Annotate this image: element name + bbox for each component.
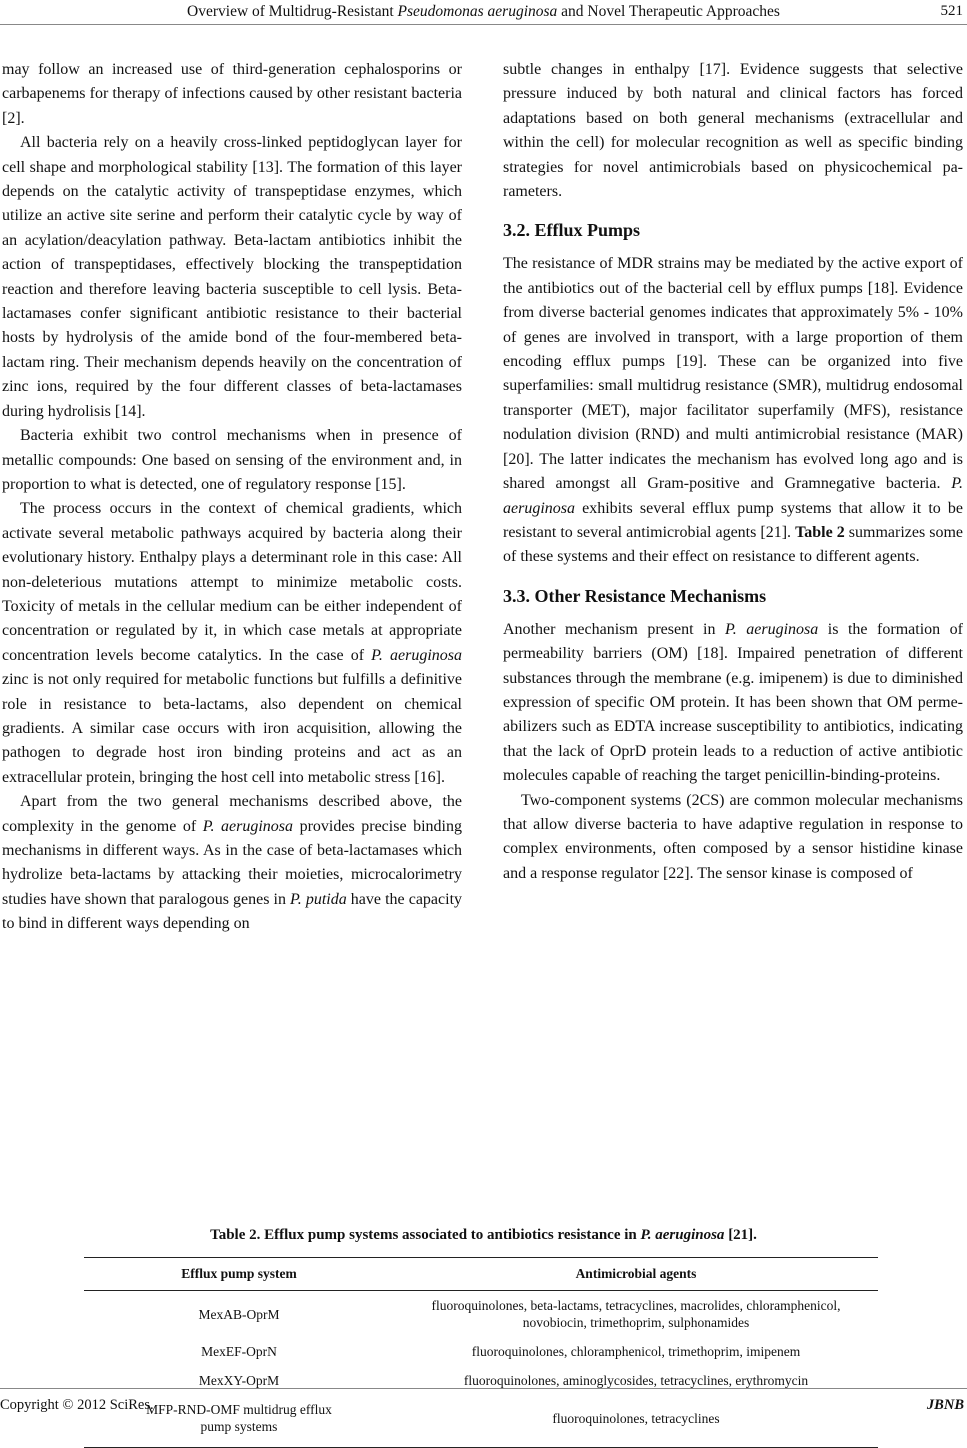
column-header-agents: Antimicrobial agents <box>394 1258 878 1291</box>
cell-line: fluoroquinolones, beta-lactams, tetracyclines, macrolides, chloramphenicol, <box>431 1298 841 1313</box>
running-title-text: Overview of Multidrug-Resistant <box>187 3 398 20</box>
paragraph <box>2 790 462 936</box>
running-title-species: Pseudomonas aeruginosa <box>397 3 558 20</box>
paragraph: may follow an increased use of third-generation cephalosporins or carbapenems for therapy of infections caused by other resistant bacteria [2]. <box>2 61 462 127</box>
table-cell-agents: fluoroquinolones, aminoglycosides, tetracyclines, erythromycin <box>463 1373 809 1388</box>
text: The resistance of MDR strains may be mediated by the active export of the antibiotics out of the bacterial cell by efflux pumps [18]. Evidence from diverse bacterial genomes indicates that approximately 5% - 10% of genes are involved in transport, with a large proportion of them encoding efflux pumps [19]. These can be organized into five superfamilies: small multidrug resistance (SMR), multidrug endosomal transporter (MET), major facilitator superfamily (MFS), resistance nodulation division (RND) and multi antimicrobial resistance (MAR) [20]. The latter indicates the mechanism has evolved long ago and is shared amongst all Gram-positive and Gramnegative bacteria. <box>503 255 963 493</box>
species-name: P. aeruginosa <box>371 646 462 664</box>
table-caption <box>0 1227 967 1244</box>
efflux-pump-table <box>84 1257 878 1448</box>
running-title <box>0 3 967 21</box>
paragraph: Two-component systems (2CS) are common molecular mechanisms that allow diverse bacteria to have adaptive regulation in response to complex environments, often composed by a sensor histidine kinase and a response regulator [22]. The sensor kinase is composed of <box>503 791 963 882</box>
table-reference: Table 2 <box>795 523 845 541</box>
text: Another mechanism present in <box>503 620 726 638</box>
left-column <box>2 58 462 937</box>
cell-line: novobiocin, trimethoprim, sulphonamides <box>522 1315 750 1330</box>
table-cell-agents: fluoroquinolones, tetracyclines <box>394 1395 878 1448</box>
page-number: 521 <box>940 3 963 19</box>
page-footer <box>0 1388 967 1413</box>
caption-text: Table 2. Efflux pump systems associated to antibiotics resistance in <box>210 1227 641 1243</box>
species-name: P. aeruginosa <box>725 620 819 638</box>
page-header <box>0 0 967 25</box>
running-title-text-end: and Novel Therapeutic Approaches <box>557 3 780 20</box>
section-heading-other-mechanisms: 3.3. Other Resistance Mechanisms <box>503 585 767 606</box>
species-name: P. putida <box>290 890 347 908</box>
paragraph <box>503 618 963 789</box>
species-name: P. aeruginosa <box>202 817 294 835</box>
table-header-row <box>84 1258 878 1291</box>
text: exhibits several efflux pump systems that allow it to be resistant to several antimicrobial agents [21]. <box>503 499 963 541</box>
table-row <box>84 1291 878 1338</box>
table-row <box>84 1337 878 1366</box>
text: is the formation of permeability barriers (OM) [18]. Impaired penetration of different substances through the membrane (e.g. imipenem) is due to diminished expression of specific OM protein. It has been shown that OM permeabilizers such as EDTA increase susceptibility to antibiotics, indicating that the lack of OprD protein leads to a reduction of active antibiotic molecules capable of reaching the target penicillin-binding-proteins. <box>503 620 963 785</box>
copyright-notice: Copyright © 2012 SciRes. <box>0 1397 154 1413</box>
paragraph <box>2 497 462 790</box>
journal-abbreviation: JBNB <box>926 1397 964 1413</box>
section-heading-efflux-pumps: 3.2. Efflux Pumps <box>503 220 641 241</box>
table-cell-agents <box>394 1291 878 1338</box>
text: zinc is not only required for metabolic functions but fulfills a definitive role in resistance to beta-lactams, also dependent on chemical gradients. A similar case occurs with iron acquisition, allowing the pathogen to degrade host iron binding proteins and act as an extracellular protein, bringing the host cell into metabolic stress [16]. <box>2 671 462 786</box>
species-name: P. aeruginosa <box>503 475 963 517</box>
table-cell-agents: fluoroquinolones, chloramphenicol, trimethoprim, imipenem <box>471 1344 801 1359</box>
paragraph: Bacteria exhibit two control mechanisms when in presence of metallic compounds: One based on sensing of the environment and, in proportion to what is detected, one of regulatory response [15]. <box>2 427 462 493</box>
table-cell-system: MexXY-OprM <box>198 1373 280 1388</box>
text: summarizes some of these systems and their effect on resistance to different agents. <box>503 523 963 566</box>
text: Apart from the two general mechanisms described above, the complexity in the genome of <box>2 793 462 835</box>
text: provides precise binding mechanisms in different ways. As in the case of beta-lactamases which hydrolize beta-lactams by attacking their moieties, microcalorimetry studies have shown that paralogous genes in <box>2 817 463 908</box>
text: have the capacity to bind in different ways depending on <box>2 890 463 933</box>
caption-text-end: [21]. <box>724 1227 757 1243</box>
table-cell-system: MexAB-OprM <box>198 1306 280 1322</box>
paragraph <box>503 252 963 569</box>
paragraph: subtle changes in enthalpy [17]. Evidence suggests that selective pressure induced by both natural and clinical factors has forced adaptations based on both general mechanisms (extracellular and within the cell) for molecular recognition as well as specific binding strategies for novel antimicrobials based on physicochemical parameters. <box>503 61 963 201</box>
cell-line: MFP-RND-OMF multidrug efflux <box>146 1402 332 1417</box>
paragraph: All bacteria rely on a heavily cross-linked peptidoglycan layer for cell shape and morphological stability [13]. The formation of this layer depends on the catalytic activity of transpeptidase enzymes, which utilize an active site serine and perform their catalytic cycle by way of an acylation/deacylation pathway. Beta-lactam antibiotics inhibit the action of transpeptidases, effectively blocking the transpeptidation reaction and therefore leaving bacteria susceptible to cell lysis. Beta-lactamases confer significant antibiotic resistance to their bacterial hosts by hydrolysis of the amide bond of the four-membered beta-lactam ring. Their mechanism depends heavily on the concentration of zinc ions, required by the four different classes of beta-lactamases during hydrolisis [14]. <box>2 134 462 420</box>
text: The process occurs in the context of chemical gradients, which activate several metabolic pathways acquired by bacteria along their evolutionary history. Enthalpy plays a determinant role in this case: All non-deleterious mutations attempt to minimize metabolic costs. Toxicity of metals in the cellular medium can be either independent of concentration or regulated by it, in which case metals at appropriate concentration levels become catalytics. In the case of <box>2 500 462 664</box>
right-column <box>503 58 963 886</box>
table-cell-system: MexEF-OprN <box>201 1344 277 1359</box>
species-name: P. aeruginosa <box>640 1227 725 1243</box>
cell-line: pump systems <box>200 1419 278 1434</box>
column-header-system: Efflux pump system <box>84 1258 394 1291</box>
